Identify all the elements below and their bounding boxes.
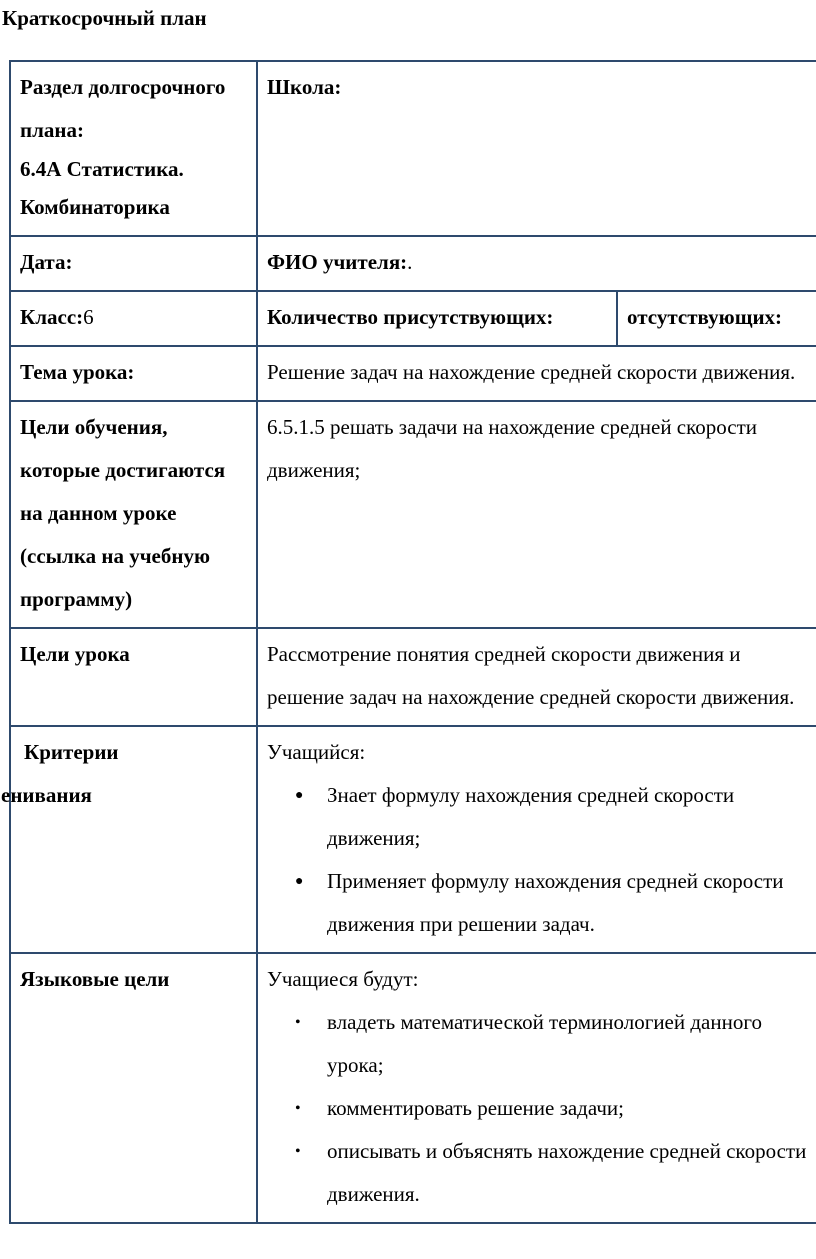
teacher-cell: [257, 236, 816, 291]
row-lesson-goals: [10, 628, 816, 726]
lesson-goals-label-cell: [10, 628, 257, 726]
criteria-list: [267, 774, 816, 946]
school-label: Школа:: [267, 75, 342, 99]
criteria-item: ● Применяет формулу нахождения средней скорости движения при решении задач.: [295, 860, 816, 946]
section-value-line1: 6.4А Статистика.: [20, 157, 184, 181]
criteria-label-line1: Критерии: [24, 740, 119, 764]
lesson-goals-value-cell: [257, 628, 816, 726]
date-label: Дата:: [20, 250, 73, 274]
topic-value-cell: [257, 346, 816, 401]
language-item: • владеть математической терминологией данного урока;: [295, 1001, 816, 1087]
date-cell: [10, 236, 257, 291]
row-topic: [10, 346, 816, 401]
topic-label-cell: [10, 346, 257, 401]
page-title: Краткосрочный план: [2, 6, 207, 30]
lesson-plan-table: [1, 60, 816, 1224]
row-section: [10, 61, 816, 236]
row-class: [10, 291, 816, 346]
criteria-label-cell: [1, 726, 257, 953]
criteria-value-cell: [257, 726, 816, 953]
class-cell: [10, 291, 257, 346]
present-label: Количество присутствующих:: [267, 305, 554, 329]
section-cell: [10, 61, 257, 236]
row-learning-goals: [10, 401, 816, 628]
section-label-line1: Раздел долгосрочного: [20, 75, 226, 99]
row-date: [10, 236, 816, 291]
lesson-goals-label: Цели урока: [20, 642, 130, 666]
school-cell: [257, 61, 816, 236]
language-intro: Учащиеся будут:: [267, 967, 419, 991]
language-item: • комментировать решение задачи;: [295, 1087, 816, 1130]
present-cell: [257, 291, 617, 346]
class-value: 6: [83, 305, 94, 329]
topic-label: Тема урока:: [20, 360, 135, 384]
row-language: [10, 953, 816, 1223]
criteria-item: ● Знает формулу нахождения средней скорости движения;: [295, 774, 816, 860]
language-label: Языковые цели: [20, 967, 170, 991]
language-value-cell: [257, 953, 816, 1223]
language-item: • описывать и объяснять нахождение средней скорости движения.: [295, 1130, 816, 1216]
criteria-intro: Учащийся:: [267, 740, 366, 764]
class-label: Класс:: [20, 305, 84, 329]
language-list: [267, 1001, 816, 1216]
absent-label: отсутствующих:: [627, 305, 783, 329]
absent-cell: [617, 291, 816, 346]
teacher-value: .: [407, 250, 413, 274]
goals-value-cell: [257, 401, 816, 628]
row-criteria: [10, 726, 816, 953]
lesson-goals-value: Рассмотрение понятия средней скорости движения и решение задач на нахождение средней скорости движения.: [267, 642, 795, 709]
section-value-line2: Комбинаторика: [20, 195, 170, 219]
goals-value: 6.5.1.5 решать задачи на нахождение средней скорости движения;: [267, 415, 758, 482]
teacher-label: ФИО учителя:: [267, 250, 408, 274]
goals-label: Цели обучения, которые достигаются на данном уроке (ссылка на учебную программу): [20, 415, 226, 611]
goals-label-cell: [10, 401, 257, 628]
language-label-cell: [10, 953, 257, 1223]
topic-value: Решение задач на нахождение средней скорости движения.: [267, 360, 796, 384]
section-label-line2: плана:: [20, 118, 84, 142]
criteria-label-line2: енивания: [1, 783, 92, 807]
